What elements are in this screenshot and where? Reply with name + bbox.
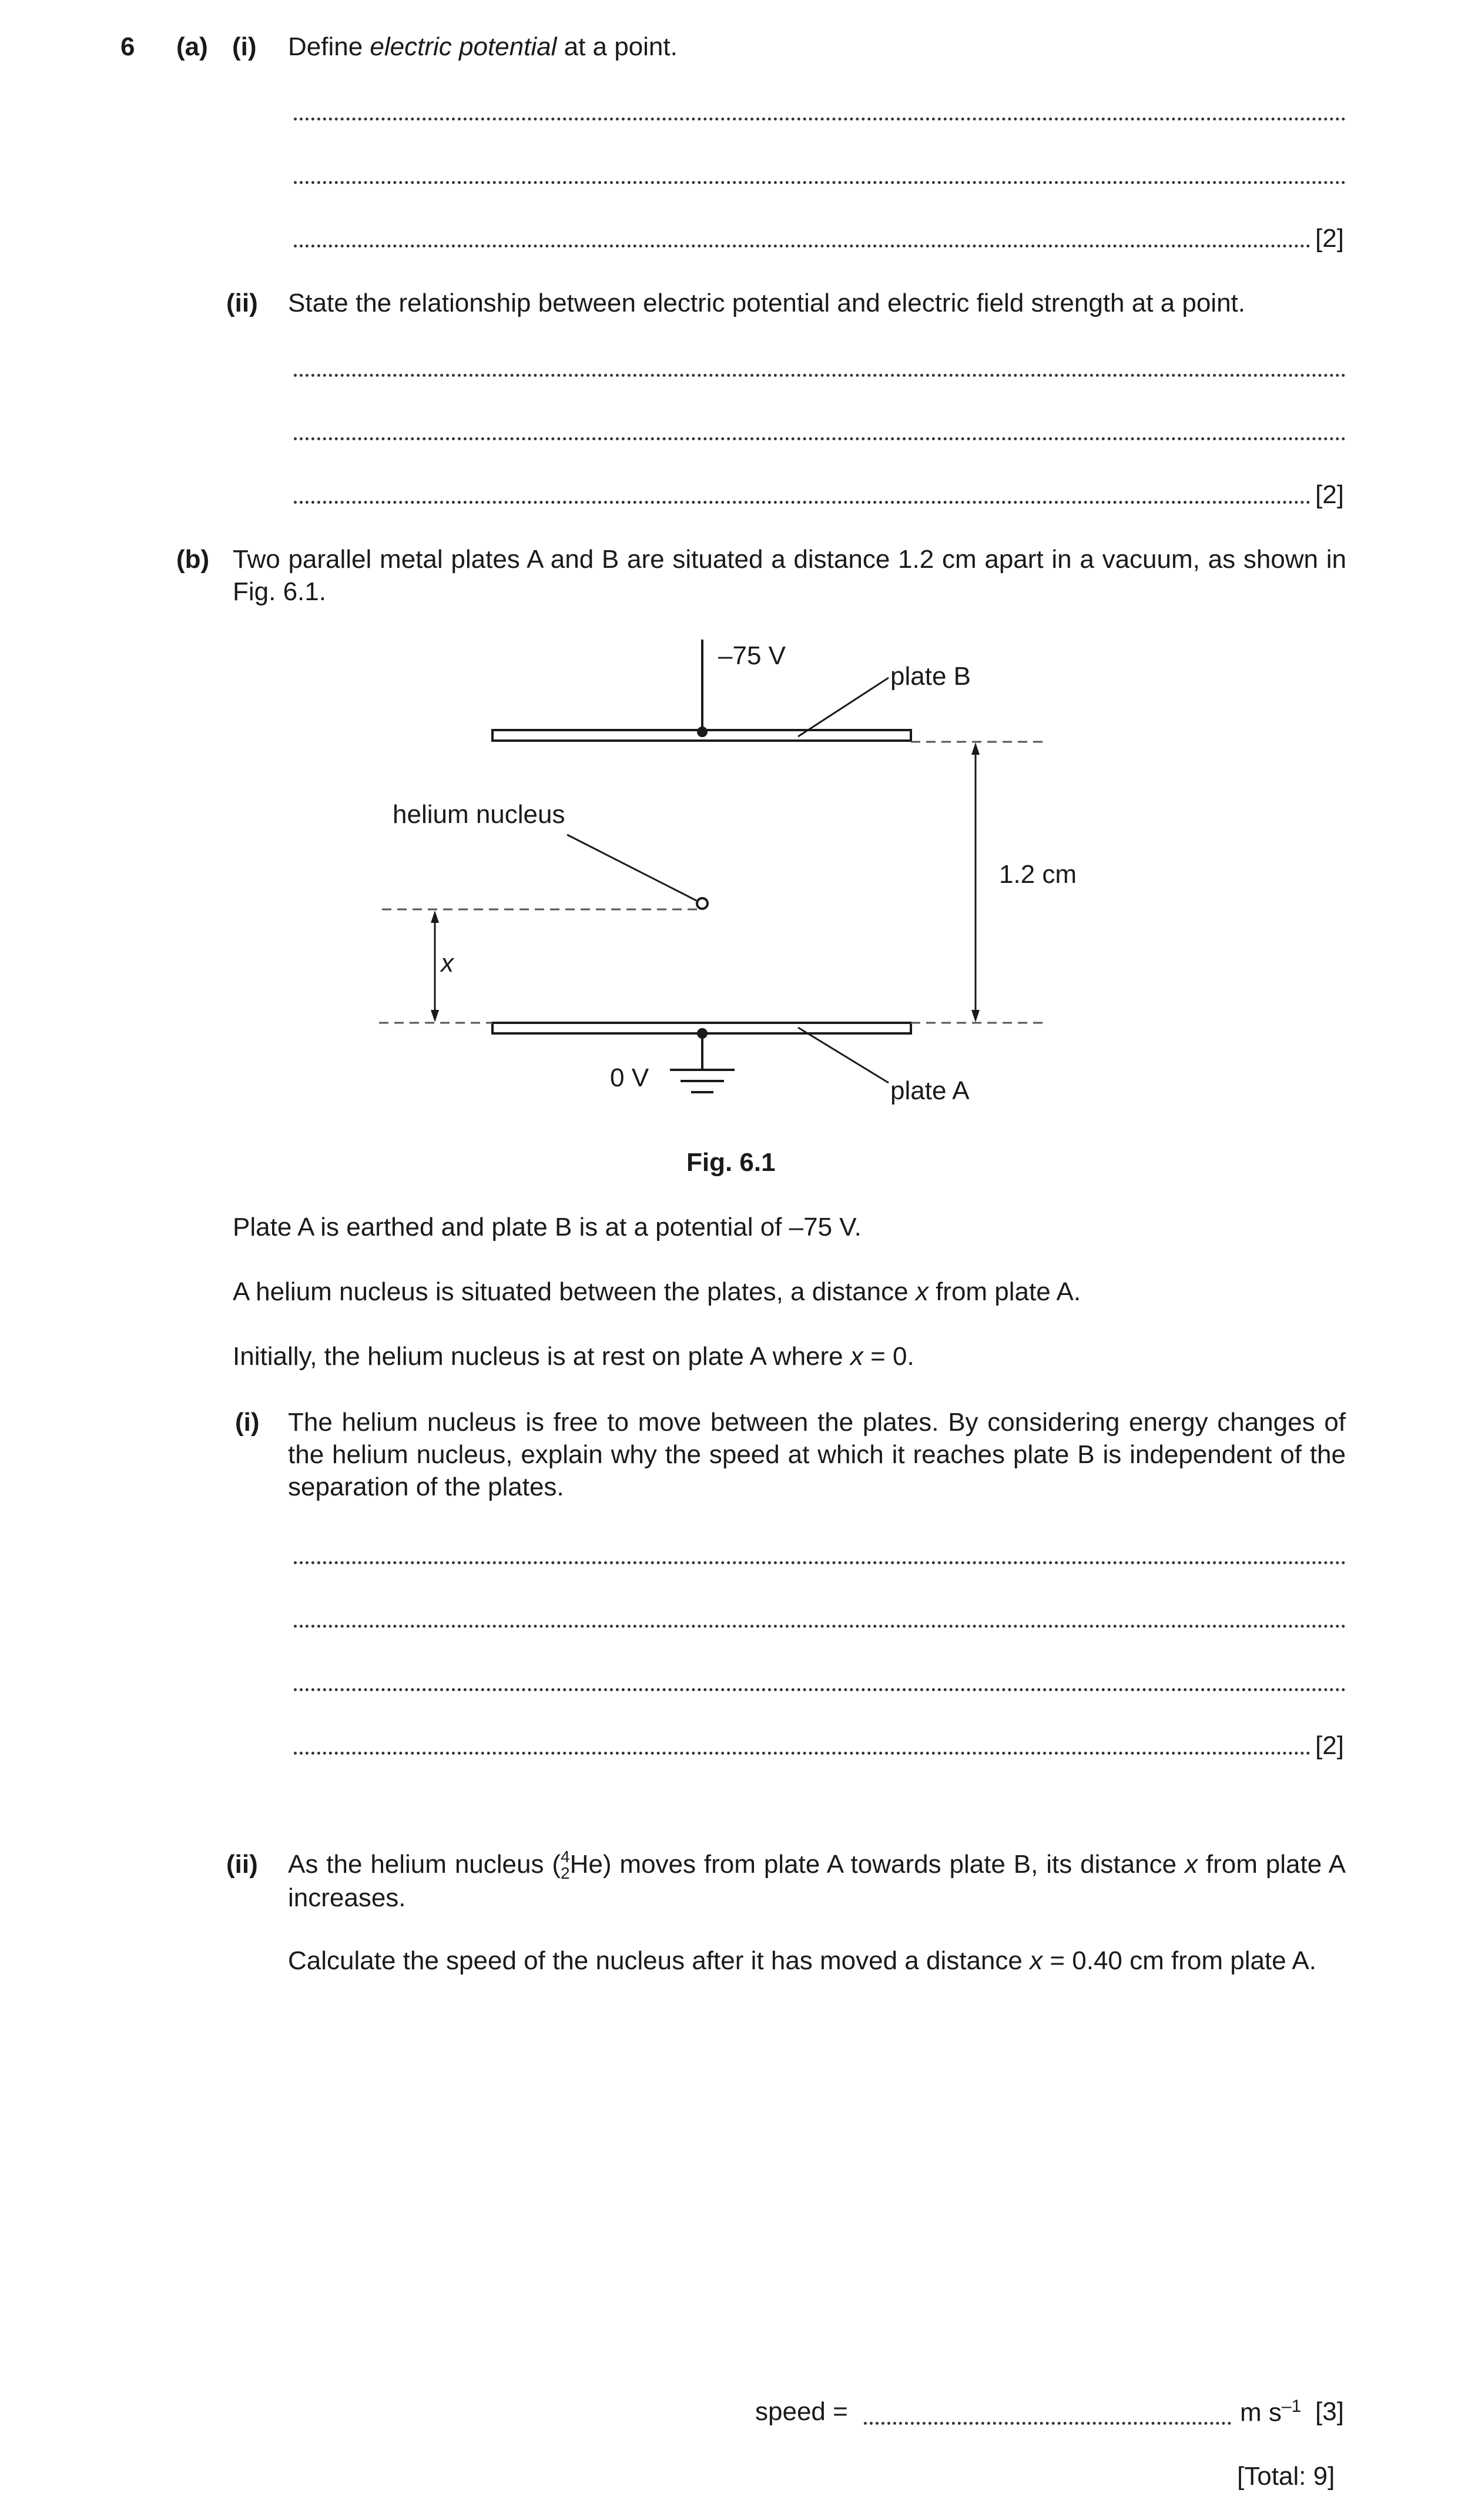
part-b-ii-label: (ii) bbox=[226, 1850, 258, 1879]
speed-unit bbox=[1240, 2395, 1301, 2429]
mass-number: 4 bbox=[561, 1848, 570, 1866]
answer-line[interactable] bbox=[294, 1722, 1310, 1755]
statement-2-var: x bbox=[915, 1277, 929, 1306]
part-b-ii-var: x bbox=[1184, 1850, 1198, 1879]
statement-3 bbox=[233, 1340, 914, 1373]
part-b-ii-text-2: ) moves from plate A towards plate B, its distance bbox=[602, 1850, 1185, 1879]
plate-b-label: plate B bbox=[890, 662, 971, 691]
statement-1: Plate A is earthed and plate B is at a potential of –75 V. bbox=[233, 1213, 862, 1241]
part-a-ii-marks: [2] bbox=[1315, 480, 1344, 509]
plate-b-voltage: –75 V bbox=[718, 641, 786, 670]
unit-base: m s bbox=[1240, 2398, 1282, 2427]
part-a-i-marks: [2] bbox=[1315, 224, 1344, 253]
atomic-number: 2 bbox=[561, 1864, 570, 1882]
figure-caption: Fig. 6.1 bbox=[686, 1148, 776, 1177]
part-b-ii-text-1: As the helium nucleus ( bbox=[288, 1850, 561, 1879]
nuclide-notation bbox=[561, 1849, 570, 1882]
statement-2-before: A helium nucleus is situated between the plates, a distance bbox=[233, 1277, 916, 1306]
separation-arrow-top bbox=[971, 742, 980, 755]
part-b-ii-calculate bbox=[288, 1945, 1316, 1977]
question-number: 6 bbox=[120, 32, 135, 61]
part-a-i-term: electric potential bbox=[370, 32, 557, 61]
part-b-ii-text-3: from plate A increases. bbox=[288, 1850, 1346, 1912]
plate-a-leader-line bbox=[798, 1028, 889, 1083]
answer-line[interactable] bbox=[294, 1659, 1346, 1691]
part-a-i-text-before: Define bbox=[288, 32, 370, 61]
element-symbol: He bbox=[569, 1850, 603, 1879]
x-arrow-top bbox=[431, 911, 439, 923]
statement-2 bbox=[233, 1276, 1081, 1308]
part-b-intro: Two parallel metal plates A and B are situated a distance 1.2 cm apart in a vacuum, as shown in Fig. 6.1. bbox=[233, 545, 1346, 606]
earth-symbol bbox=[670, 1070, 735, 1092]
calc-before: Calculate the speed of the nucleus after it has moved a distance bbox=[288, 1946, 1030, 1975]
part-a-i-text-after: at a point. bbox=[557, 32, 678, 61]
x-arrow-bottom bbox=[431, 1010, 439, 1022]
helium-nucleus-label: helium nucleus bbox=[393, 800, 565, 829]
statement-3-before: Initially, the helium nucleus is at rest on plate A where bbox=[233, 1342, 850, 1371]
part-a-label: (a) bbox=[176, 32, 208, 61]
plate-a-voltage: 0 V bbox=[610, 1063, 649, 1092]
helium-nucleus-leader-line bbox=[567, 835, 696, 901]
part-b-i-label: (i) bbox=[235, 1408, 260, 1437]
statement-3-after: = 0. bbox=[863, 1342, 914, 1371]
part-b-label: (b) bbox=[176, 545, 210, 574]
calc-var: x bbox=[1030, 1946, 1043, 1975]
total-marks: [Total: 9] bbox=[1237, 2462, 1335, 2491]
speed-answer-field[interactable] bbox=[864, 2392, 1231, 2425]
speed-label: speed = bbox=[755, 2397, 848, 2426]
separation-label: 1.2 cm bbox=[999, 860, 1077, 889]
part-b-i-question: The helium nucleus is free to move between the plates. By considering energy changes of the helium nucleus, explain why the speed at which it reaches plate B is independent of the separation of the plates. bbox=[288, 1408, 1346, 1501]
plate-a-label: plate A bbox=[890, 1076, 970, 1105]
answer-line[interactable] bbox=[294, 1595, 1346, 1628]
part-a-ii-label: (ii) bbox=[226, 289, 258, 317]
x-label: x bbox=[441, 949, 454, 978]
part-a-i-label: (i) bbox=[232, 32, 257, 61]
part-b-ii-question bbox=[288, 1848, 1346, 1914]
plate-b-connection-dot bbox=[697, 727, 708, 737]
separation-arrow-bottom bbox=[971, 1010, 980, 1022]
part-b-i-marks: [2] bbox=[1315, 1731, 1344, 1760]
part-a-ii-question: State the relationship between electric potential and electric field strength at a point. bbox=[288, 289, 1245, 317]
statement-2-after: from plate A. bbox=[928, 1277, 1081, 1306]
part-b-ii-marks: [3] bbox=[1315, 2397, 1344, 2426]
calc-after: = 0.40 cm from plate A. bbox=[1043, 1946, 1316, 1975]
statement-3-var: x bbox=[850, 1342, 863, 1371]
helium-nucleus bbox=[697, 898, 708, 909]
answer-line[interactable] bbox=[294, 1532, 1346, 1564]
unit-exponent: –1 bbox=[1281, 2397, 1302, 2416]
plate-b-leader-line bbox=[798, 678, 889, 737]
